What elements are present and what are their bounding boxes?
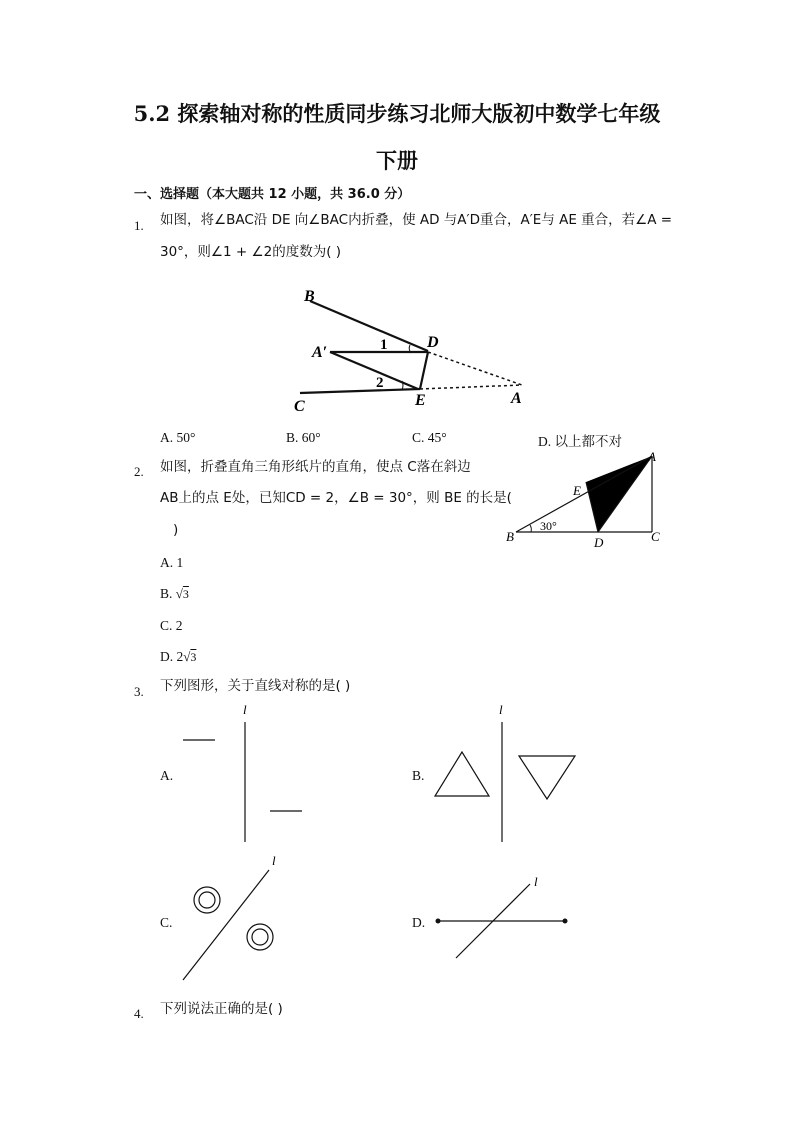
question-number: 2. (134, 464, 144, 479)
option-d[interactable]: D. 以上都不对 (538, 434, 622, 449)
label-D: D (594, 535, 604, 550)
option-b[interactable]: B. √3 (160, 586, 189, 601)
option-c[interactable]: C. 2 (160, 618, 183, 633)
option-d[interactable]: D. 2√3 (160, 649, 197, 664)
label-C: C (651, 529, 660, 544)
label-angle-30: 30° (540, 519, 557, 533)
section-heading: 一、选择题（本大题共 12 小题，共 36.0 分） (134, 187, 411, 202)
question-number: 1. (134, 218, 144, 233)
q3-figure-b (425, 700, 585, 845)
axis-label-l: l (499, 702, 503, 717)
option-b[interactable]: B. 60° (286, 430, 321, 445)
sqrt-radicand: 3 (190, 650, 197, 664)
question-text: 如图，将∠BAC沿 DE 向∠BAC内折叠，使 AD 与A′D重合，A′E与 AE 重合，若∠A = (160, 212, 673, 228)
question-text: AB上的点 E处，已知CD = 2，∠B = 30°，则 BE 的长是( (160, 490, 512, 506)
q3-figure-a (175, 700, 315, 845)
option-c[interactable]: C. (160, 915, 173, 930)
question-text: 30°，则∠1 + ∠2的度数为( ) (160, 244, 342, 260)
question-text: 如图，折叠直角三角形纸片的直角，使点 C落在斜边 (160, 459, 471, 475)
label-A: A (511, 390, 522, 407)
option-a[interactable]: A. (160, 768, 174, 783)
axis-label-l: l (272, 853, 276, 868)
q3-figure-d (430, 870, 580, 965)
question-number: 3. (134, 684, 144, 699)
q1-figure (290, 285, 530, 415)
label-C: C (294, 398, 305, 415)
option-c[interactable]: C. 45° (412, 430, 447, 445)
label-D: D (427, 334, 439, 351)
label-angle-1: 1 (380, 337, 388, 353)
question-text: ) (173, 522, 179, 538)
question-number: 4. (134, 1006, 144, 1021)
option-b[interactable]: B. (412, 768, 425, 783)
axis-label-l: l (534, 874, 538, 889)
label-E: E (415, 392, 426, 409)
label-angle-2: 2 (376, 375, 384, 391)
q2-figure (500, 448, 670, 550)
option-a[interactable]: A. 1 (160, 555, 184, 570)
question-text: 下列图形，关于直线对称的是( ) (160, 678, 351, 694)
page-title: 5.2 探索轴对称的性质同步练习北师大版初中数学七年级 (133, 101, 661, 126)
option-a[interactable]: A. 50° (160, 430, 196, 445)
option-d[interactable]: D. (412, 915, 426, 930)
label-A-prime: A′ (312, 344, 328, 361)
label-A: A (648, 449, 656, 464)
label-B: B (506, 529, 514, 544)
q3-figure-c (175, 850, 295, 985)
label-E: E (573, 483, 581, 498)
axis-label-l: l (243, 702, 247, 717)
sqrt-radicand: 3 (182, 587, 189, 601)
question-text: 下列说法正确的是( ) (160, 1001, 283, 1017)
label-B: B (304, 288, 315, 305)
page-title-line2: 下册 (376, 148, 418, 173)
